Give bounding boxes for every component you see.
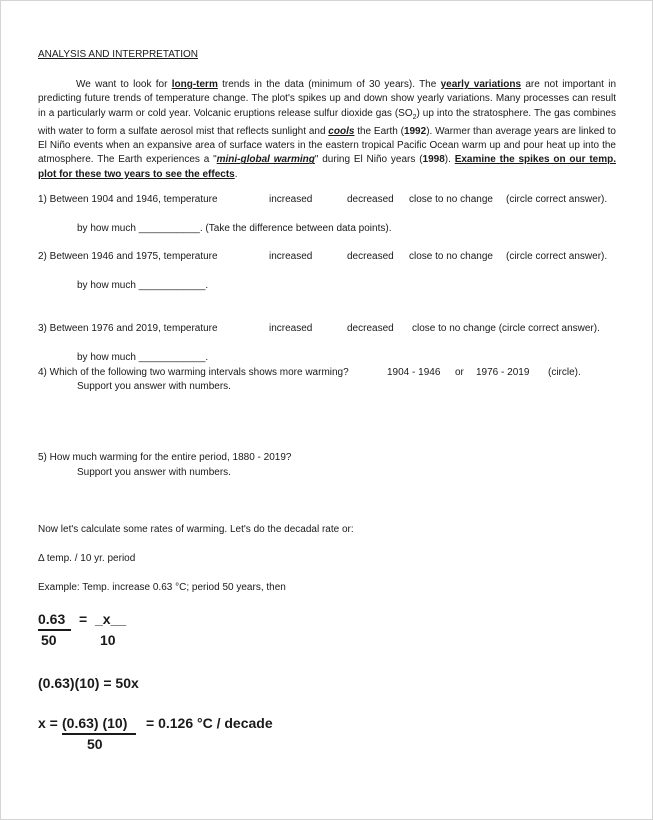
question-4: 4) Which of the following two warming intervals shows more warming?: [38, 367, 349, 378]
question-5: 5) How much warming for the entire period, 1880 - 2019?: [38, 452, 292, 463]
eq3-denominator: 50: [87, 736, 103, 752]
eq3-result: = 0.126 °C / decade: [146, 715, 273, 731]
rates-example: Example: Temp. increase 0.63 °C; period 50 years, then: [38, 582, 286, 593]
q4-support: Support you answer with numbers.: [77, 381, 231, 392]
question-3: 3) Between 1976 and 2019, temperature: [38, 323, 218, 334]
rates-intro: Now let's calculate some rates of warming. Let's do the decadal rate or:: [38, 524, 354, 535]
q4-instruction: (circle).: [548, 367, 581, 378]
q3-option-increased[interactable]: increased: [269, 323, 313, 334]
question-1: 1) Between 1904 and 1946, temperature: [38, 194, 218, 205]
eq3-fraction-bar: [62, 733, 136, 735]
q2-option-decreased[interactable]: decreased: [347, 251, 394, 262]
eq3-numerator: (0.63) (10): [62, 715, 128, 731]
eq1-fraction-bar-left: [38, 629, 71, 631]
q2-instruction: (circle correct answer).: [506, 251, 608, 262]
eq3-lhs: x =: [38, 715, 58, 731]
section-heading: ANALYSIS AND INTERPRETATION: [38, 49, 199, 60]
eq1-numerator-left: 0.63: [38, 611, 66, 627]
q3-option-decreased[interactable]: decreased: [347, 323, 394, 334]
q1-option-no-change[interactable]: close to no change: [409, 194, 493, 205]
eq1-denominator-right: 10: [100, 632, 116, 648]
q3-how-much: by how much ____________.: [77, 352, 209, 363]
q5-support: Support you answer with numbers.: [77, 467, 231, 478]
q2-how-much: by how much ____________.: [77, 280, 209, 291]
q1-how-much: by how much ___________. (Take the difference between data points).: [77, 223, 392, 234]
eq1-numerator-right: _x__: [95, 611, 127, 627]
q1-option-increased[interactable]: increased: [269, 194, 313, 205]
q1-instruction: (circle correct answer).: [506, 194, 608, 205]
eq1-equals: =: [79, 611, 88, 627]
eq2: (0.63)(10) = 50x: [38, 675, 139, 691]
q1-option-decreased[interactable]: decreased: [347, 194, 394, 205]
question-2: 2) Between 1946 and 1975, temperature: [38, 251, 218, 262]
intro-paragraph: We want to look for long-term trends in the data (minimum of 30 years). The yearly variations are not important in predicting future trends of temperature change. The plot's spikes up and down show yearly variations. Many processes can result in a particularly warm or cold year. Volcanic eruptions release sulfur dioxide gas $(SO_2)$ up into the stratosphere. The gas combines with water to form a sulfate aerosol mist that reflects sunlight and cools the Earth (1992). Warmer than average years are linked to El Niño events when an expansive area of surface waters in the eastern tropical Pacific Ocean warm up and pour heat up into the atmosphere. The Earth experiences a "mini-global warming" during El Niño years (1998). Examine the spikes on our temp. plot for these two years to see the effects.: [38, 79, 617, 180]
q3-option-no-change[interactable]: close to no change (circle correct answer).: [412, 323, 600, 334]
q4-option-1904-1946[interactable]: 1904 - 1946: [387, 367, 441, 378]
eq1-denominator-left: 50: [41, 632, 57, 648]
q2-option-increased[interactable]: increased: [269, 251, 313, 262]
q2-option-no-change[interactable]: close to no change: [409, 251, 493, 262]
q4-or: or: [455, 367, 464, 378]
rates-formula: Δ temp. / 10 yr. period: [38, 553, 136, 564]
q4-option-1976-2019[interactable]: 1976 - 2019: [476, 367, 530, 378]
